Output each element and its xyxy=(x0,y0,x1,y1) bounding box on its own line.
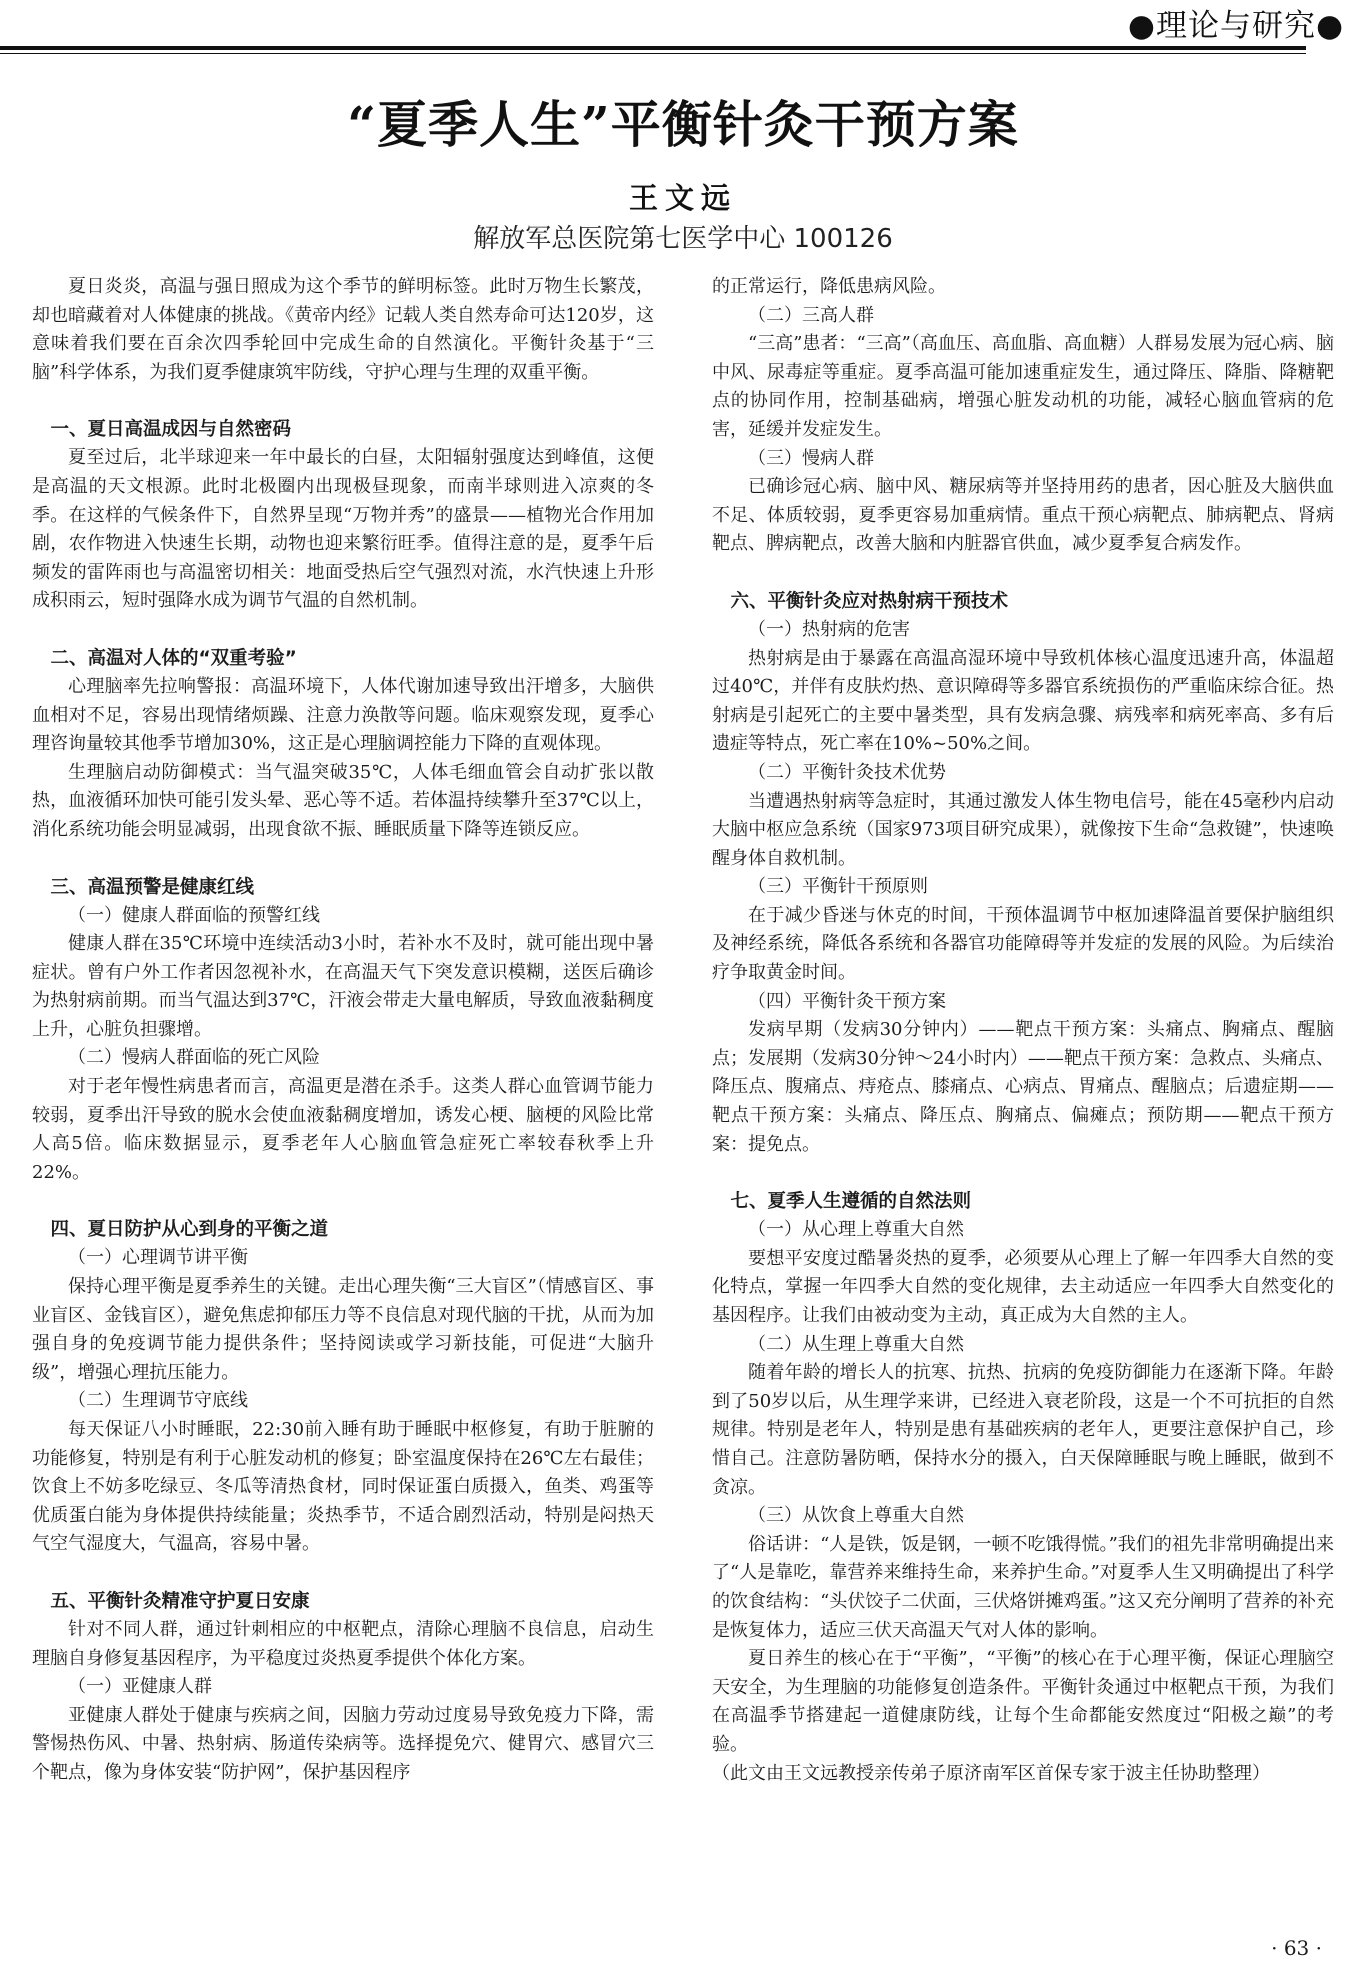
subsection-heading: （二）平衡针灸技术优势 xyxy=(748,761,946,783)
paragraph: 要想平安度过酷暑炎热的夏季，必须要从心理上了解一年四季大自然的变化特点，掌握一年四季大自然的变化规律，去主动适应一年四季大自然变化的基因程序。让我们由被动变为主动，真正成为大自然的主人。 xyxy=(712,1247,1334,1326)
subsection-heading: （二）三高人群 xyxy=(748,304,874,326)
subsection-heading: （三）慢病人群 xyxy=(748,447,874,469)
subsection-heading: （三）从饮食上尊重大自然 xyxy=(748,1505,964,1527)
paragraph: 夏日养生的核心在于“平衡”，“平衡”的核心在于心理平衡，保证心理脑空天安全，为生理脑的功能修复创造条件。平衡针灸通过中枢靶点干预，为我们在高温季节搭建起一道健康防线，让每个生命都能安然度过“阳极之巅”的考验。 xyxy=(712,1648,1334,1755)
article-author: 王文远 xyxy=(628,181,737,215)
section-heading: 六、平衡针灸应对热射病干预技术 xyxy=(730,590,1009,612)
paragraph: 在于减少昏迷与休克的时间，干预体温调节中枢加速降温首要保护脑组织及神经系统，降低各系统和各器官功能障碍等并发症的发展的风险。为后续治疗争取黄金时间。 xyxy=(712,904,1334,984)
subsection-heading: （一）健康人群面临的预警红线 xyxy=(68,904,320,926)
section-heading: 二、高温对人体的“双重考验” xyxy=(50,647,297,669)
paragraph: 健康人群在35℃环境中连续活动3小时，若补水不及时，就可能出现中暑症状。曾有户外工作者因忽视补水，在高温天气下突发意识模糊，送医后确诊为热射病前期。而当气温达到37℃，汗液会带走大量电解质，导致血液黏稠度上升，心脏负担骤增。 xyxy=(32,933,654,1040)
subsection-heading: （一）热射病的危害 xyxy=(748,618,910,640)
paragraph: 的正常运行，降低患病风险。 xyxy=(712,276,946,297)
subsection-heading: （一）亚健康人群 xyxy=(68,1676,212,1698)
paragraph: 夏至过后，北半球迎来一年中最长的白昼，太阳辐射强度达到峰值，这便是高温的天文根源。此时北极圈内出现极昼现象，而南半球则进入凉爽的冬季。在这样的气候条件下，自然界呈现“万物并秀”的盛景——植物光合作用加剧，农作物进入快速生长期，动物也迎来繁衍旺季。值得注意的是，夏季午后频发的雷阵雨也与高温密切相关：地面受热后空气强烈对流，水汽快速上升形成积雨云，短时强降水成为调节气温的自然机制。 xyxy=(32,447,654,612)
paragraph: 夏日炎炎，高温与强日照成为这个季节的鲜明标签。此时万物生长繁茂，却也暗藏着对人体健康的挑战。《黄帝内经》记载人类自然寿命可达120岁，这意味着我们要在百余次四季轮回中完成生命的自然演化。平衡针灸基于“三脑”科学体系，为我们夏季健康筑牢防线，守护心理与生理的双重平衡。 xyxy=(32,276,654,383)
subsection-heading: （二）生理调节守底线 xyxy=(68,1390,248,1412)
paragraph: 每天保证八小时睡眠，22:30前入睡有助于睡眠中枢修复，有助于脏腑的功能修复，特别是有利于心脏发动机的修复；卧室温度保持在26℃左右最佳；饮食上不妨多吃绿豆、冬瓜等清热食材，同时保证蛋白质摄入，鱼类、鸡蛋等优质蛋白能为身体提供持续能量；炎热季节，不适合剧烈活动，特别是闷热天气空气湿度大，气温高，容易中暑。 xyxy=(32,1419,654,1555)
paragraph: 亚健康人群处于健康与疾病之间，因脑力劳动过度易导致免疫力下降，需警惕热伤风、中暑、热射病、肠道传染病等。选择提免穴、健胃穴、感冒穴三个靶点，像为身体安装“防护网”，保护基因程序 xyxy=(32,1704,654,1783)
paragraph: 随着年龄的增长人的抗寒、抗热、抗病的免疫防御能力在逐渐下降。年龄到了50岁以后，从生理学来讲，已经进入衰老阶段，这是一个不可抗拒的自然规律。特别是老年人，特别是患有基础疾病的老年人，更要注意保护自己，珍惜自己。注意防暑防晒，保持水分的摄入，白天保障睡眠与晚上睡眠，做到不贪凉。 xyxy=(712,1362,1334,1498)
paragraph: 热射病是由于暴露在高温高湿环境中导致机体核心温度迅速升高，体温超过40℃，并伴有皮肤灼热、意识障碍等多器官系统损伤的严重临床综合征。热射病是引起死亡的主要中暑类型，具有发病急骤、病残率和病死率高、多有后遗症等特点，死亡率在10%~50%之间。 xyxy=(712,647,1334,755)
paragraph: 已确诊冠心病、脑中风、糖尿病等并坚持用药的患者，因心脏及大脑供血不足、体质较弱，夏季更容易加重病情。重点干预心病靶点、肺病靶点、肾病靶点、脾病靶点，改善大脑和内脏器官供血，减少夏季复合病发作。 xyxy=(712,476,1334,555)
section-heading: 一、夏日高温成因与自然密码 xyxy=(50,419,292,441)
subsection-heading: （二）从生理上尊重大自然 xyxy=(748,1333,964,1355)
section-heading: 七、夏季人生遵循的自然法则 xyxy=(730,1191,972,1213)
header-rule-thick xyxy=(0,46,1306,50)
paragraph: 对于老年慢性病患者而言，高温更是潜在杀手。这类人群心血管调节能力较弱，夏季出汗导致的脱水会使血液黏稠度增加，诱发心梗、脑梗的风险比常人高5倍。临床数据显示，夏季老年人心脑血管急症死亡率较春秋季上升22%。 xyxy=(32,1076,654,1183)
section-label: ●理论与研究● xyxy=(1124,8,1348,44)
right-column xyxy=(712,273,1334,1788)
paragraph: 发病早期（发病30分钟内）——靶点干预方案：头痛点、胸痛点、醒脑点；发展期（发病30分钟～24小时内）——靶点干预方案：急救点、头痛点、降压点、腹痛点、痔疮点、膝痛点、心病点、胃痛点、醒脑点；后遗症期——靶点干预方案：头痛点、降压点、胸痛点、偏瘫点；预防期——靶点干预方案：提免点。 xyxy=(712,1019,1334,1155)
paragraph: 针对不同人群，通过针刺相应的中枢靶点，清除心理脑不良信息，启动生理脑自身修复基因程序，为平稳度过炎热夏季提供个体化方案。 xyxy=(32,1618,654,1669)
section-heading: 三、高温预警是健康红线 xyxy=(50,876,255,898)
left-column xyxy=(32,273,654,1788)
paragraph: 心理脑率先拉响警报：高温环境下，人体代谢加速导致出汗增多，大脑供血相对不足，容易出现情绪烦躁、注意力涣散等问题。临床观察发现，夏季心理咨询量较其他季节增加30%，这正是心理脑调控能力下降的直观体现。 xyxy=(32,675,654,755)
paragraph: （此文由王文远教授亲传弟子原济南军区首保专家于波主任协助整理） xyxy=(712,1762,1270,1784)
subsection-heading: （二）慢病人群面临的死亡风险 xyxy=(68,1047,320,1069)
header-rule-thin xyxy=(0,53,1306,54)
page-header xyxy=(0,0,1366,60)
paragraph: 生理脑启动防御模式：当气温突破35℃，人体毛细血管会自动扩张以散热，血液循环加快可能引发头晕、恶心等不适。若体温持续攀升至37℃以上，消化系统功能会明显减弱，出现食欲不振、睡眠质量下降等连锁反应。 xyxy=(32,761,654,840)
subsection-heading: （三）平衡针干预原则 xyxy=(748,876,928,898)
paragraph: “三高”患者：“三高”（高血压、高血脂、高血糖）人群易发展为冠心病、脑中风、尿毒症等重症。夏季高温可能加速重症发生，通过降压、降脂、降糖靶点的协同作用，控制基础病，增强心脏发动机的功能，减轻心脑血管病的危害，延缓并发症发生。 xyxy=(712,333,1334,440)
author-affiliation: 解放军总医院第七医学中心 100126 xyxy=(473,224,893,254)
subsection-heading: （一）从心理上尊重大自然 xyxy=(748,1219,964,1241)
subsection-heading: （四）平衡针灸干预方案 xyxy=(748,990,946,1012)
subsection-heading: （一）心理调节讲平衡 xyxy=(68,1247,248,1269)
paragraph: 当遭遇热射病等急症时，其通过激发人体生物电信号，能在45毫秒内启动大脑中枢应急系统（国家973项目研究成果），就像按下生命“急救键”，快速唤醒身体自救机制。 xyxy=(712,790,1334,869)
page-number: · 63 · xyxy=(1271,1936,1322,1960)
section-heading: 五、平衡针灸精准守护夏日安康 xyxy=(50,1590,310,1612)
paragraph: 俗话讲：“人是铁，饭是钢，一顿不吃饿得慌。”我们的祖先非常明确提出来了“人是靠吃，靠营养来维持生命，来养护生命。”对夏季人生又明确提出了科学的饮食结构：“头伏饺子二伏面，三伏烙饼摊鸡蛋。”这又充分阐明了营养的补充是恢复体力，适应三伏天高温天气对人体的影响。 xyxy=(712,1533,1334,1641)
article-title: “夏季人生”平衡针灸干预方案 xyxy=(347,95,1019,154)
paragraph: 保持心理平衡是夏季养生的关键。走出心理失衡“三大盲区”（情感盲区、事业盲区、金钱盲区），避免焦虑抑郁压力等不良信息对现代脑的干扰，从而为加强自身的免疫调节能力提供条件；坚持阅读或学习新技能，可促进“大脑升级”，增强心理抗压能力。 xyxy=(32,1276,654,1383)
section-heading: 四、夏日防护从心到身的平衡之道 xyxy=(50,1219,329,1241)
